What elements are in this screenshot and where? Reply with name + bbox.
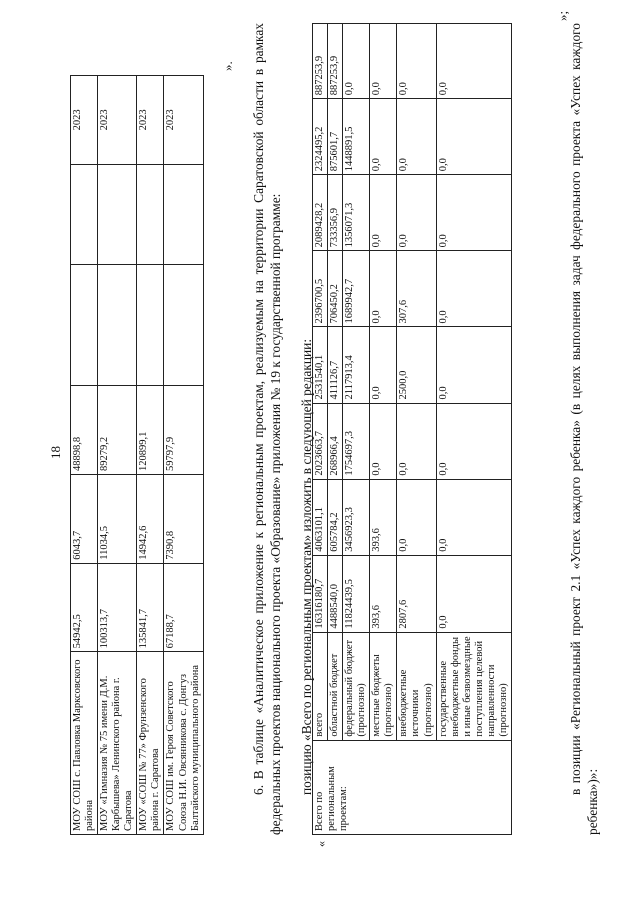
amount-cell: 2023663,7	[313, 403, 328, 479]
table-row	[436, 24, 511, 835]
amount-cell: 2089428,2	[313, 175, 328, 251]
amount-cell: 411126,7	[328, 327, 343, 403]
amount-cell: 887253,9	[328, 24, 343, 99]
amount-cell: 1689942,7	[343, 251, 370, 327]
school-name-cell: МОУ СОШ им. Героя Советского Союза Н.И. Овсянникова с. Донгуз Балтайского муниципального района	[164, 652, 203, 835]
year-cell: 2023	[164, 76, 203, 165]
table-row	[98, 76, 137, 835]
amount-cell: 0,0	[370, 327, 397, 403]
schools-table	[70, 75, 204, 835]
amount-cell: 0,0	[436, 479, 511, 555]
amount-cell: 3456923,3	[343, 479, 370, 555]
year-cell: 2023	[71, 76, 98, 165]
amount-cell: 0,0	[436, 555, 511, 632]
amount-cell: 307,6	[397, 251, 436, 327]
value-cell: 7390,8	[164, 475, 203, 564]
amount-cell: 887253,9	[313, 24, 328, 99]
amount-cell: 0,0	[436, 99, 511, 175]
table2-close-quote: »;	[555, 10, 570, 21]
amount-cell: 1448891,5	[343, 99, 370, 175]
table-row	[71, 76, 98, 835]
value-cell: 14942,6	[137, 475, 164, 564]
amount-cell: 0,0	[370, 99, 397, 175]
school-name-cell: МОУ «Гимназия № 75 имени Д.М. Карбышева» Ленинского района г. Саратова	[98, 652, 137, 835]
amount-cell: 2324495,2	[313, 99, 328, 175]
table-row	[328, 24, 343, 835]
amount-cell: 268966,4	[328, 403, 343, 479]
amount-cell: 0,0	[370, 175, 397, 251]
amount-cell: 733356,9	[328, 175, 343, 251]
funding-source-cell: местные бюджеты (прогнозно)	[370, 632, 397, 740]
school-name-cell: МОУ «СОШ № 77» Фрунзенского района г. Саратова	[137, 652, 164, 835]
amount-cell: 0,0	[370, 403, 397, 479]
funding-source-cell: внебюджетные источники (прогнозно)	[397, 632, 436, 740]
amount-cell: 2807,6	[397, 555, 436, 632]
paragraph-6: 6. В таблице «Аналитическое приложение к региональным проектам, реализуемым на территории Саратовской области в рамках федеральных проектов национального проекта «Образование» приложения № 19 к государственной программе:	[251, 23, 283, 835]
amount-cell: 0,0	[397, 24, 436, 99]
year-cell: 2023	[137, 76, 164, 165]
value-cell: 59797,9	[164, 386, 203, 475]
amount-cell: 0,0	[436, 24, 511, 99]
value-cell: 48898,8	[71, 386, 98, 475]
amount-cell: 2531540,1	[313, 327, 328, 403]
position-text: позицию «Всего по региональным проектам» изложить в следующей редакции:	[299, 338, 314, 795]
amount-cell: 0,0	[436, 403, 511, 479]
table-row	[397, 24, 436, 835]
amount-cell: 0,0	[436, 175, 511, 251]
table-row	[313, 24, 328, 835]
funding-source-cell: областной бюджет	[328, 632, 343, 740]
amount-cell: 605784,2	[328, 479, 343, 555]
total-label-cell: Всего по региональным проектам:	[313, 740, 512, 834]
amount-cell: 0,0	[397, 99, 436, 175]
value-cell	[137, 264, 164, 385]
table-row	[164, 76, 203, 835]
amount-cell: 0,0	[436, 327, 511, 403]
amount-cell: 2396700,5	[313, 251, 328, 327]
table-row	[370, 24, 397, 835]
amount-cell: 393,6	[370, 479, 397, 555]
year-cell: 2023	[98, 76, 137, 165]
table1-close-quote: ».	[220, 61, 235, 71]
table2-open-quote: «	[314, 841, 328, 847]
amount-cell: 1754697,3	[343, 403, 370, 479]
value-cell	[164, 164, 203, 264]
school-name-cell: МОУ СОШ с. Павловка Марксовского района	[71, 652, 98, 835]
amount-cell: 4063101,1	[313, 479, 328, 555]
value-cell: 54942,5	[71, 563, 98, 652]
value-cell	[71, 264, 98, 385]
value-cell	[164, 264, 203, 385]
funding-source-cell: федеральный бюджет (прогнозно)	[343, 632, 370, 740]
value-cell	[137, 164, 164, 264]
funding-source-cell: всего	[313, 632, 328, 740]
value-cell	[98, 164, 137, 264]
value-cell: 11034,5	[98, 475, 137, 564]
value-cell: 100313,7	[98, 563, 137, 652]
amount-cell: 0,0	[397, 479, 436, 555]
amount-cell: 4488540,0	[328, 555, 343, 632]
amount-cell: 16316180,7	[313, 555, 328, 632]
amount-cell: 0,0	[397, 175, 436, 251]
amount-cell: 393,6	[370, 555, 397, 632]
funding-source-cell: государственные внебюджетные фонды и иные безвозмездные поступления целевой направленности (прогнозно)	[436, 632, 511, 740]
amount-cell: 706450,2	[328, 251, 343, 327]
amount-cell: 0,0	[436, 251, 511, 327]
amount-cell: 875601,7	[328, 99, 343, 175]
amount-cell: 0,0	[370, 24, 397, 99]
value-cell	[71, 164, 98, 264]
amount-cell: 0,0	[397, 403, 436, 479]
value-cell: 6043,7	[71, 475, 98, 564]
amount-cell: 11824439,5	[343, 555, 370, 632]
table-row	[343, 24, 370, 835]
amount-cell: 2117913,4	[343, 327, 370, 403]
funding-table	[312, 23, 512, 835]
value-cell: 67188,7	[164, 563, 203, 652]
amount-cell: 1356071,3	[343, 175, 370, 251]
value-cell: 135841,7	[137, 563, 164, 652]
value-cell	[98, 264, 137, 385]
amount-cell: 2500,0	[397, 327, 436, 403]
table-row	[137, 76, 164, 835]
amount-cell: 0,0	[370, 251, 397, 327]
paragraph-7: в позиции «Региональный проект 2.1 «Успех каждого ребенка» (в целях выполнения задач федерального проекта «Успех каждого ребенка»)»:	[568, 23, 600, 835]
value-cell: 120899,1	[137, 386, 164, 475]
amount-cell: 0,0	[343, 24, 370, 99]
value-cell: 89279,2	[98, 386, 137, 475]
page-number: 18	[48, 446, 63, 459]
